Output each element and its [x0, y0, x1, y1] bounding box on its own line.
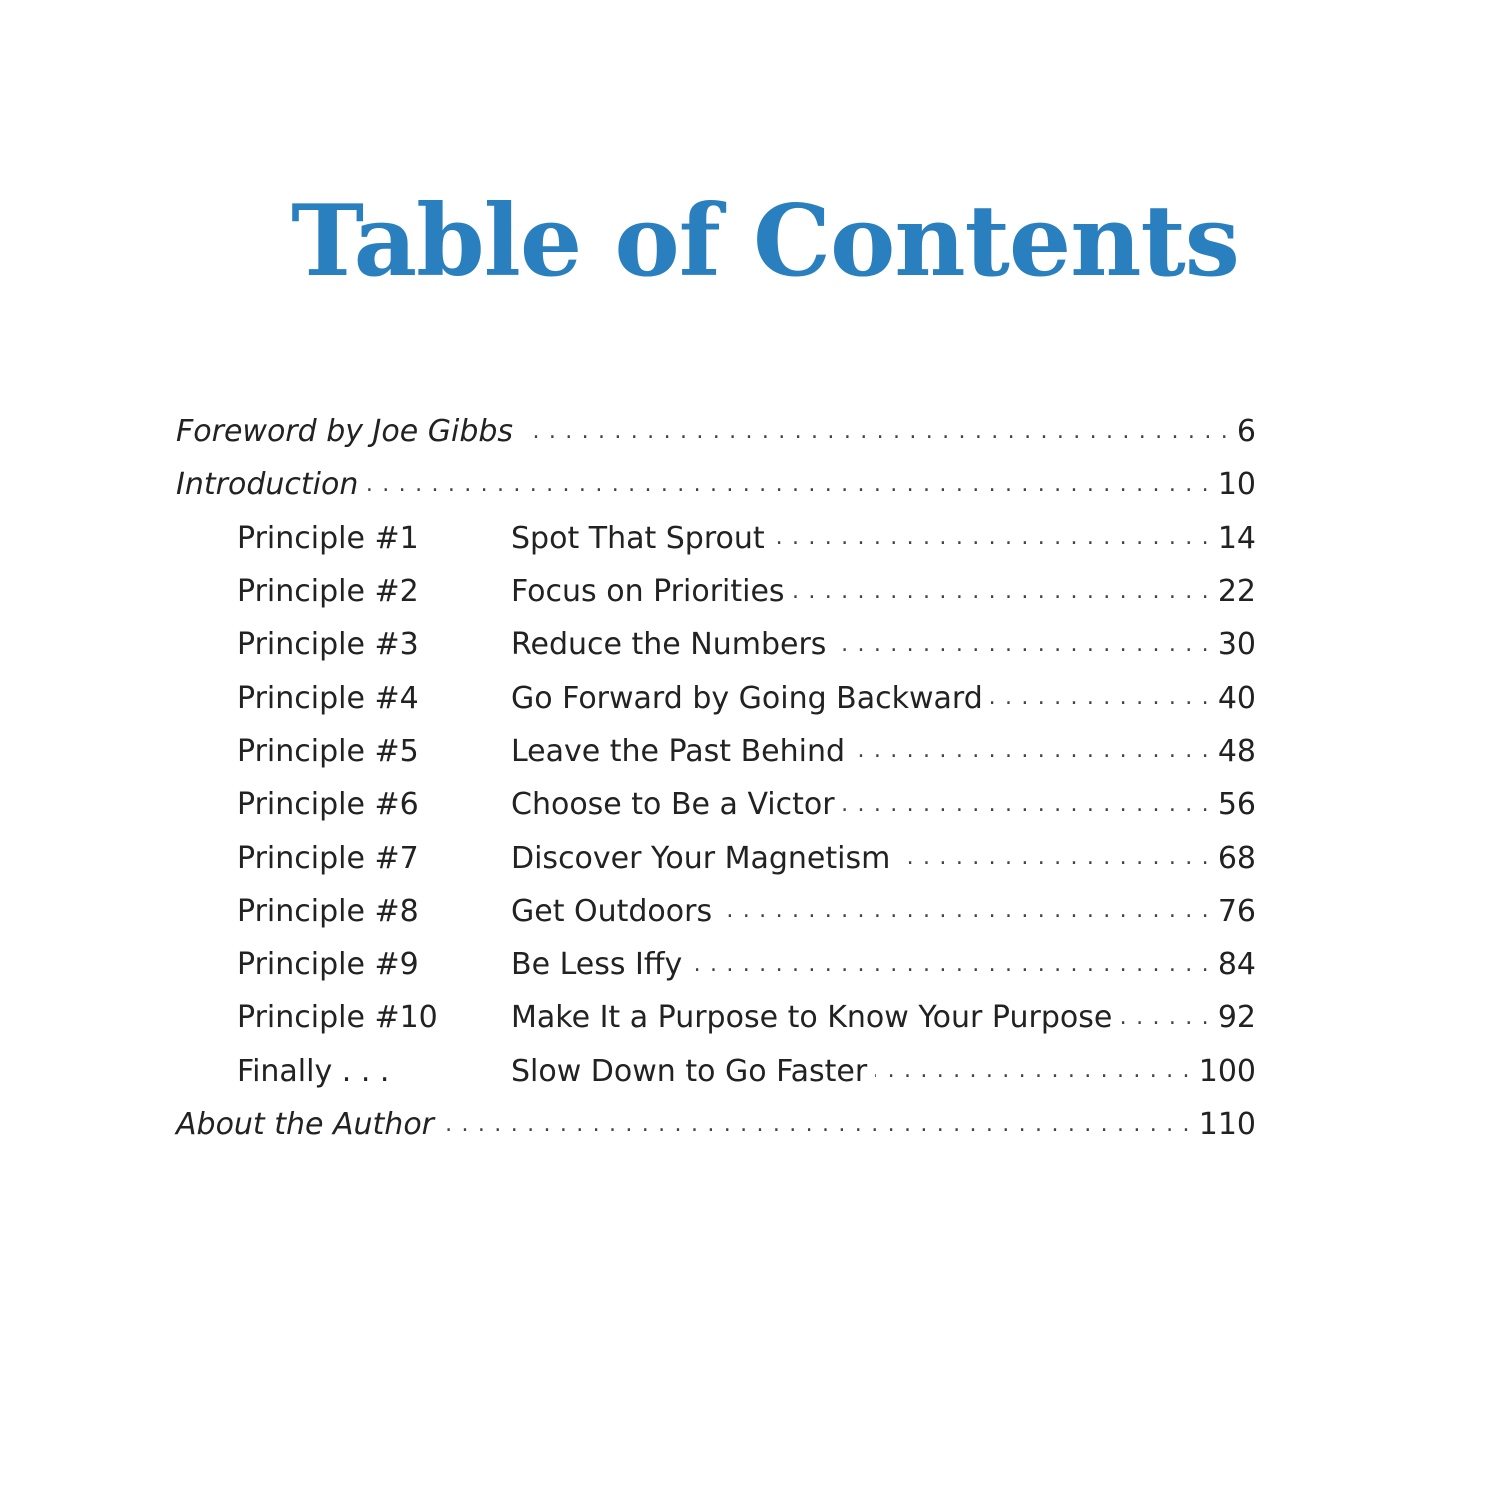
dot-leader — [853, 736, 1210, 766]
toc-entry-prefix: Finally . . . — [237, 1053, 390, 1089]
toc-page-number: 30 — [1217, 627, 1256, 663]
toc-page-number: 40 — [1217, 680, 1256, 716]
toc-entry-introduction[interactable] — [176, 458, 1256, 511]
dot-leader — [793, 577, 1210, 607]
toc-page-number: 84 — [1217, 947, 1256, 983]
dot-leader — [834, 630, 1209, 660]
toc-entry-principle-7[interactable] — [176, 831, 1256, 884]
toc-entry-prefix: Principle #10 — [237, 1000, 438, 1036]
toc-entry-label: Foreword by Joe Gibbs — [176, 414, 514, 450]
toc-entry-title: Choose to Be a Victor — [511, 787, 835, 823]
dot-leader — [690, 950, 1210, 980]
toc-entry-title: Discover Your Magnetism — [511, 840, 891, 876]
toc-entry-principle-1[interactable] — [176, 512, 1256, 565]
toc-entry-prefix: Principle #7 — [237, 840, 419, 876]
toc-entry-title: Go Forward by Going Backward — [511, 680, 983, 716]
toc-entry-title: Slow Down to Go Faster — [511, 1053, 868, 1089]
dot-leader — [366, 470, 1209, 500]
toc-entry-title: Spot That Sprout — [511, 520, 765, 556]
toc-entry-prefix: Principle #8 — [237, 893, 419, 929]
toc-page-number: 56 — [1217, 787, 1256, 823]
toc-page-number: 48 — [1217, 733, 1256, 769]
dot-leader — [898, 843, 1210, 873]
dot-leader — [720, 896, 1210, 926]
toc-entry-prefix: Principle #3 — [237, 627, 419, 663]
toc-entry-principle-9[interactable] — [176, 938, 1256, 991]
dot-leader — [442, 1110, 1191, 1140]
toc-entry-prefix: Principle #1 — [237, 520, 419, 556]
toc-entry-principle-8[interactable] — [176, 885, 1256, 938]
toc-entry-title: Reduce the Numbers — [511, 627, 827, 663]
dot-leader — [843, 790, 1210, 820]
toc-page-number: 6 — [1236, 414, 1256, 450]
toc-entry-prefix: Principle #4 — [237, 680, 419, 716]
toc-entry-prefix: Principle #2 — [237, 574, 419, 610]
page-title: Table of Contents — [291, 184, 1239, 299]
toc-entry-title: Get Outdoors — [511, 893, 713, 929]
toc-entry-finally[interactable] — [176, 1045, 1256, 1098]
toc-entry-principle-10[interactable] — [176, 991, 1256, 1044]
toc-page-number: 100 — [1198, 1053, 1256, 1089]
dot-leader — [875, 1056, 1191, 1086]
toc-entry-principle-6[interactable] — [176, 778, 1256, 831]
toc-entry-label: About the Author — [176, 1107, 435, 1142]
toc-entry-prefix: Principle #5 — [237, 733, 419, 769]
toc-entry-principle-2[interactable] — [176, 565, 1256, 618]
dot-leader — [991, 683, 1210, 713]
toc-page-number: 76 — [1217, 893, 1256, 929]
table-of-contents — [176, 405, 1256, 1151]
toc-page-number: 22 — [1217, 574, 1256, 610]
toc-entry-principle-3[interactable] — [176, 618, 1256, 671]
toc-entry-title: Make It a Purpose to Know Your Purpose — [511, 1000, 1113, 1036]
toc-entry-principle-4[interactable] — [176, 671, 1256, 724]
toc-entry-title: Be Less Iffy — [511, 947, 683, 983]
toc-page-number: 68 — [1217, 840, 1256, 876]
toc-entry-title: Leave the Past Behind — [511, 733, 846, 769]
toc-entry-prefix: Principle #9 — [237, 947, 419, 983]
toc-entry-label: Introduction — [176, 467, 359, 503]
toc-entry-title: Focus on Priorities — [511, 574, 785, 610]
toc-page-number: 14 — [1217, 520, 1256, 556]
toc-entry-principle-5[interactable] — [176, 725, 1256, 778]
toc-page-number: 10 — [1217, 467, 1256, 503]
dot-leader — [1120, 1003, 1210, 1033]
toc-entry-foreword[interactable] — [176, 405, 1256, 458]
dot-leader — [773, 523, 1210, 553]
toc-entry-about-author[interactable] — [176, 1098, 1256, 1151]
toc-page-number: 92 — [1217, 1000, 1256, 1036]
toc-page-number: 110 — [1198, 1107, 1256, 1142]
toc-entry-prefix: Principle #6 — [237, 787, 419, 823]
dot-leader — [521, 417, 1229, 447]
